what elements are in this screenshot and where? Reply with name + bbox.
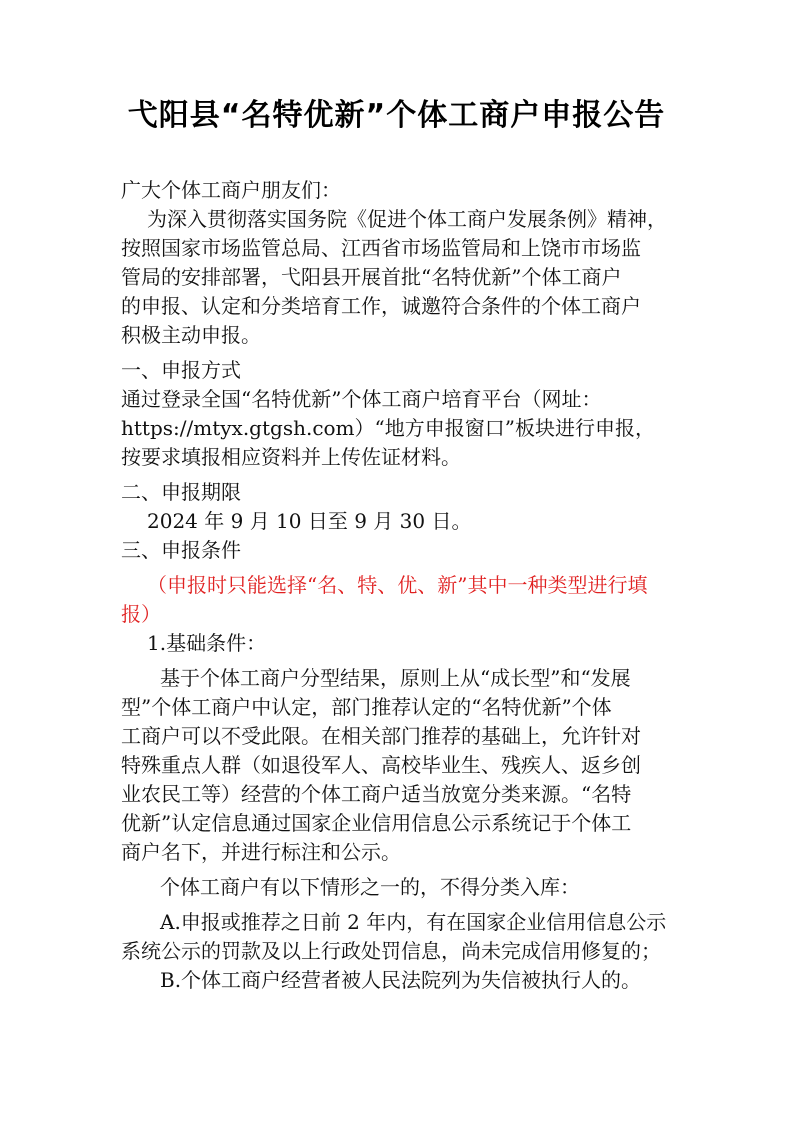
section-heading-period: 二、申报期限 [121, 480, 241, 504]
basic-condition-line: 商户名下，并进行标注和公示。 [121, 840, 401, 864]
intro-line: 管局的安排部署，弋阳县开展首批“名特优新”个体工商户 [121, 265, 622, 289]
exclusion-intro: 个体工商户有以下情形之一的，不得分类入库： [160, 875, 580, 899]
period-date: 2024 年 9 月 10 日至 9 月 30 日。 [147, 509, 472, 533]
exclusion-item-a: 系统公示的罚款及以上行政处罚信息，尚未完成信用修复的； [121, 939, 661, 963]
method-line: https://mtyx.gtgsh.com）“地方申报窗口”板块进行申报， [121, 416, 655, 440]
section-heading-conditions: 三、申报条件 [121, 538, 241, 562]
basic-condition-line: 工商户可以不受此限。在相关部门推荐的基础上，允许针对 [121, 724, 641, 748]
subheading-basic-conditions: 1.基础条件： [147, 631, 267, 655]
exclusion-item-a: A.申报或推荐之日前 2 年内，有在国家企业信用信息公示 [160, 910, 667, 934]
method-line: 通过登录全国“名特优新”个体工商户培育平台（网址： [121, 387, 602, 411]
intro-line: 为深入贯彻落实国务院《促进个体工商户发展条例》精神， [147, 207, 667, 231]
basic-condition-line: 基于个体工商户分型结果，原则上从“成长型”和“发展 [160, 666, 631, 690]
intro-line: 的申报、认定和分类培育工作，诚邀符合条件的个体工商户 [121, 294, 641, 318]
type-selection-note: 报） [121, 602, 161, 626]
basic-condition-line: 型”个体工商户中认定，部门推荐认定的“名特优新”个体 [121, 695, 612, 719]
basic-condition-line: 特殊重点人群（如退役军人、高校毕业生、残疾人、返乡创 [121, 753, 641, 777]
salutation: 广大个体工商户朋友们： [121, 178, 341, 202]
document-title: 弋阳县“名特优新”个体工商户申报公告 [127, 98, 666, 133]
exclusion-item-b: B.个体工商户经营者被人民法院列为失信被执行人的。 [160, 968, 642, 992]
intro-line: 积极主动申报。 [121, 323, 261, 347]
intro-line: 按照国家市场监管总局、江西省市场监管局和上饶市市场监 [121, 236, 641, 260]
method-line: 按要求填报相应资料并上传佐证材料。 [121, 445, 461, 469]
section-heading-method: 一、申报方式 [121, 358, 241, 382]
basic-condition-line: 优新”认定信息通过国家企业信用信息公示系统记于个体工 [121, 811, 632, 835]
basic-condition-line: 业农民工等）经营的个体工商户适当放宽分类来源。“名特 [121, 782, 632, 806]
type-selection-note: （申报时只能选择“名、特、优、新”其中一种类型进行填 [147, 573, 648, 597]
